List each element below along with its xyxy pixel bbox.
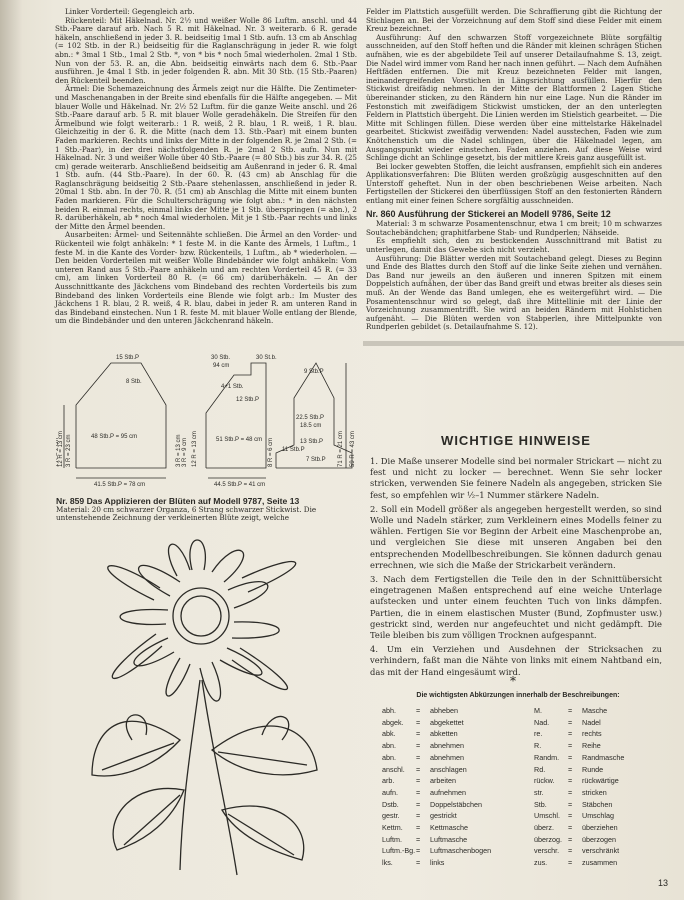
abbr-row: rückw. = rückwärtige	[534, 776, 619, 786]
embroidery-intro: Felder im Plattstich ausgefüllt werden. Die Schraffierung gibt die Richtung der Stichlagen an. Bei der Vorzeichnung auf dem Stoff sind diese Felder mit einem Kreuz bezeichnet.	[366, 7, 662, 34]
scheme-label-12: 18.5 cm	[300, 423, 322, 429]
instructions-left-vorderteil: Linker Vorderteil: Gegengleich arb.	[65, 7, 195, 16]
instructions-ausarbeiten: Ausarbeiten: Ärmel- und Seitennähte schließen. Die Ärmel an den Vorder- und Rückenteil wie folgt anhäkeln: * 1 feste M. in die Kante des Ärmels, 1 Luftm., 1 feste M. in die Kante des Vorder- bzw. Rückenteils, 1 Luftm., ab * wiederholen. — Den beiden Vorderteilen mit weißer Wolle Bindebänder wie folgt anhäkeln: Vom unteren Rand aus 5 Stb.-Paare anhäkeln und am rechten Vorderteil 45 R. (= 33 cm), am linken Vorderteil 80 R. (= 66 cm) darüberhäkeln. — An der Ausschnittkante des Jäckchens vom Bindeband des rechten Vorderteils bis zum Bindeband des linken Vorderteils eine Blende wie folgt arb.: Im Muster des Jäckchens 1 R. blau, 2 R. weiß, 4 R. blau, dabei in jeder R. am unteren Rand in das Bindeband einstechen. Nun 1 R. feste M. mit blauer Wolle entlang der Blende, um die Bindebänder und den unteren Jäckchenrand häkeln.	[55, 230, 357, 326]
right-column-text	[366, 8, 662, 332]
scheme-vertical-label-5: 71 R = 21 cm	[338, 431, 344, 467]
instructions-aermel: Ärmel: Die Schemazeichnung des Ärmels zeigt nur die Hälfte. Die Zentimeter- und Maschenangaben in der Breite sind ebenfalls für die Hälfte angegeben. — Mit blauer Wolle und Häkelnad. Nr. 2½ 52 Luftm. für die ganze Weite anschl. und 26 Stb.-Paare darauf arb. 5 R. mit blauer Wolle geradehäkeln. Die Streifen für den Ärmelbund wie folgt weiterarb.: 1 R. weiß, 2 R. blau, 1 R. weiß, 1 R. blau. Gleichzeitig in der 6. R. die Mitte (nach dem 13. Stb.-Paar) mit einem bunten Faden markieren. Rechts und links der Mitte in der folgenden R. je 2mal 2 Stb. (= 1 Stb.-Paar), in der drei nächstfolgenden R. je 2mal 2 Stb. aufn. Nun mit Häkelnad. Nr. 3 und weißer Wolle über 40 Stb.-Paare (= 80 Stb.) bis zur 34. R. (25 cm) gerade weiterarb. Anschließend beidseitig am Außenrand in jeder 6. R. 4mal 1 Stb. aufn. (44 Stb.-Paare). In der 60. R. (43 cm) ab Anschlag für die Raglanschrägung beidseitig 2 Stb.-Paare stehenlassen, anschließend in jeder R. 20mal 1 Stb. abn. In der 70. R. (51 cm) ab Anschlag die Mitte mit einem bunten Faden markieren. Für die Schulterschrägung wie folgt abn.: * in den nächsten beiden R. einmal rechts, einmal links der Mitte je 1 Stb. überspringen (= abn.), 2 R. darüberhäkeln, ab * noch 4mal wiederholen. Mit je 1 Stb.-Paar rechts und links der Mitte den Ärmel beenden.	[55, 84, 357, 231]
scheme-label-10: 44.5 Stb.P = 41 cm	[214, 482, 266, 488]
scheme-vertical-label-2: 3 R = 13 cm	[176, 434, 182, 467]
hint-item-3: 3. Nach dem Fertigstellen die Teile den in der Schnittübersicht eingetragenen Maßen entsprechend auf eine weiche Unterlage aufstecken und unter einem feuchten Tuch von links dämpfen. Partien, die in einem elastischen Muster (Bund, Zopfmuster usw.) gestrickt sind, werden nur angefeuchtet und nicht gedämpft. Die Teile bleiben bis zum völligen Trocknen aufgespannt.	[370, 574, 662, 641]
abbr-row: abk. = abketten	[382, 729, 458, 739]
figure-859-title: Nr. 859 Das Applizieren der Blüten auf Modell 9787, Seite 13	[56, 496, 300, 506]
page-number: 13	[657, 878, 668, 888]
scheme-vertical-label-0: 12 R = 13 cm	[58, 431, 64, 467]
abbr-row: re. = rechts	[534, 729, 602, 739]
hint-item-2: 2. Soll ein Modell größer als angegeben hergestellt werden, so sind Wolle und Nadeln stärker, zum Verkleinern eines Modells feiner zu wählen. Fertigen Sie vor Beginn der Arbeit eine Maschenprobe an, und vergleichen Sie diese mit unseren Angaben bei den entsprechenden Modellbeschreibungen. Sie können dadurch genau errechnen, wie sich die Maße der Strickarbeit verändern.	[370, 503, 662, 570]
flower-embroidery-drawing	[62, 530, 350, 882]
scheme-vertical-label-4: 8 R = 6 cm	[268, 437, 274, 467]
pattern-schemes	[56, 343, 360, 491]
abbr-row: überz. = überziehen	[534, 823, 618, 833]
abbr-row: Luftm.-Bg. = Luftmaschenbogen	[382, 846, 492, 856]
pattern-schemes-drawing	[56, 343, 360, 491]
abbr-row: abh. = abheben	[382, 706, 458, 715]
scheme-label-16: 7 Stb.P	[306, 457, 326, 463]
abbr-row: arb. = arbeiten	[382, 776, 456, 786]
abbr-row: lks. = links	[382, 858, 445, 868]
nr860-material: Material: 3 m schwarze Posamentenschnur, etwa 1 cm breit; 10 m schwarzes Soutachebändchen; graphitfarbene Stab- und Rundperlen; Nähseide.	[366, 219, 662, 237]
abbr-row: anschl. = anschlagen	[382, 764, 467, 774]
abbr-row: abn. = abnehmen	[382, 752, 464, 762]
abbr-row: zus. = zusammen	[534, 858, 618, 868]
abbreviations-right-list	[534, 705, 664, 869]
scheme-label-4: 30 Stb.	[211, 355, 231, 361]
scheme-label-1: 8 Stb.	[126, 379, 142, 385]
nr860-title: Nr. 860 Ausführung der Stickerei an Modell 9786, Seite 12	[366, 208, 611, 219]
abbr-row: Kettm. = Kettmasche	[382, 823, 468, 833]
abbr-row: M. = Masche	[534, 706, 608, 715]
embroidery-alternative: Bei locker gewebten Stoffen, die leicht ausfransen, empfiehlt sich ein anderes Applikationsverfahren: Die Blüten werden großzügig ausgeschnitten auf den Unterstoff geheftet. Nun in der oben beschriebenen Weise arbeiten. Nach Fertigstellen der Stickerei den überflüssigen Stoff an den festonierten Rändern entlang mit einer feinen Schere sorgfältig ausschneiden.	[366, 161, 662, 206]
scheme-label-11: 22.5 Stb.P	[296, 415, 325, 421]
abbreviations-table	[372, 692, 664, 880]
scheme-label-3: 41.5 Stb.P = 78 cm	[94, 482, 146, 488]
hint-item-1: 1. Die Maße unserer Modelle sind bei normaler Strickart — nicht zu fest und nicht zu locker — berechnet. Wenn Sie sehr locker stricken, verwenden Sie feinere Nadeln als angegeben, stricken Sie fest, so empfehlen wir ½–1 Nummer stärkere Nadeln.	[370, 456, 662, 500]
scheme-label-13: 13 Stb.P	[300, 439, 324, 445]
scheme-vertical-label-3: 12 R = 13 cm	[192, 431, 198, 467]
scheme-label-8: 12 Stb.P	[236, 397, 260, 403]
abbr-row: Luftm. = Luftmasche	[382, 834, 468, 844]
abbr-row: Dstb. = Doppelstäbchen	[382, 799, 482, 809]
scheme-label-2: 48 Stb.P = 95 cm	[91, 434, 138, 440]
abbr-row: abgek. = abgekettet	[382, 717, 464, 727]
abbr-row: abn. = abnehmen	[382, 741, 464, 751]
scheme-vertical-label-7: cm	[56, 437, 60, 446]
abbreviations-left-list	[382, 705, 512, 869]
abbr-row: Umschl. = Umschlag	[534, 811, 614, 821]
figure-859-heading	[56, 496, 358, 523]
hints-title: WICHTIGE HINWEISE	[441, 433, 591, 448]
abbr-row: überzog. = überzogen	[534, 834, 616, 844]
embroidery-ausfuehrung: Ausführung: Auf den schwarzen Stoff vorgezeichnete Blüte sorgfältig ausschneiden, auf den Stoff heften und die Ränder mit kleinen schrägen Stichen aufnähen, wie es der abgebildete Teil auf unserer Detailaufnahme S. 13, zeigt. Die Nadel wird immer vom Rand her nach innen geführt. — Nach dem Aufnähen Heftfäden entfernen. Die mit Kreuz bezeichneten Felder mit langen, ineinandergreifenden Vorstichen in Längsrichtung ausfüllen. Hierfür den Stickwist dreifädig nehmen. In der Mitte der Blattformen 2 Lagen Stiche übereinander sticken, zu den Rändern hin nur eine Lage. Nun die Ränder im Festonstich mit zweifädigem Stickwist umsticken, der an den unterlegten Feldern in Plattstich übergeht. Die Linien werden im Stielstich gearbeitet. — Die Mitte mit Schlingen füllen. Diese werden über eine mittelstarke Häkelnadel gearbeitet. Stickwist zweifädig verwenden: Nadel ausstechen, Faden wie zum Knötchenstich um die Nadel schlingen, über die Häkelnadel legen, am Ausgangspunkt wieder einstechen. Faden anziehen. Auf diese Weise wird Schlinge dicht an Schlinge gesetzt, bis der mittlere Kreis ganz ausgefüllt ist.	[366, 32, 662, 163]
scheme-label-14: 9 Stb.P	[304, 369, 324, 375]
flower-illustration	[62, 530, 350, 882]
scheme-label-6: 30 St.b.	[256, 355, 277, 361]
abbr-row: verschr. = verschränkt	[534, 846, 620, 856]
abbr-row: Stb. = Stäbchen	[534, 799, 613, 809]
scheme-vertical-label-8: 3 R = 9 cm	[182, 437, 188, 467]
nr860-note: Es empfiehlt sich, den zu bestickenden Ausschnittrand mit Batist zu unterlegen, damit das Gewebe sich nicht verzieht.	[366, 236, 662, 255]
abbreviations-title: Die wichtigsten Abkürzungen innerhalb der Beschreibungen:	[416, 692, 620, 699]
separator-star: *	[510, 674, 516, 688]
abbr-row: gestr. = gestrickt	[382, 811, 457, 821]
scheme-label-7: 4+1 Stb.	[221, 384, 244, 390]
scheme-label-0: 15 Stb.P	[116, 355, 140, 361]
nr860-ausfuehrung: Ausführung: Die Blätter werden mit Soutacheband gelegt. Dieses zu Beginn und Ende des Blattes durch den Stoff auf die linke Seite ziehen und vernähen. Das Band nur jeweils an den äußeren und inneren Spitzen mit einem Doppelstich aufnähen, der über das Band greift und etwas breiter als dieses sein muß. An der Wende das Band umlegen, ehe es weitergeführt wird. — Die Posamentenschnur wird so gelegt, daß ihre Mittellinie mit der Linie der Vorzeichnung zusammentrifft. Sie wird an beiden Rändern mit Hohlstichen aufgenäht. — Die Blüten werden von Stabperlen, ihre Mittelpunkte von Rundperlen gebildet (s. Detailaufnahme S. 12).	[366, 253, 663, 332]
scheme-label-15: 11 Stb.P	[282, 447, 305, 453]
scheme-label-9: 51 Stb.P = 48 cm	[216, 437, 263, 443]
scheme-vertical-label-6: 59 R = 43 cm	[350, 431, 356, 467]
abbr-row: R. = Reihe	[534, 741, 601, 751]
hint-item-4: 4. Um ein Verziehen und Ausdehnen der Stricksachen zu verhindern, faßt man die Nähte von links mit einem Nahtband ein, das mit der Hand eingesäumt wird.	[370, 644, 662, 677]
abbr-row: Nad. = Nadel	[534, 717, 601, 727]
abbr-row: aufn. = aufnehmen	[382, 787, 466, 797]
instructions-rueckenteil: Rückenteil: Mit Häkelnad. Nr. 2½ und weißer Wolle 86 Luftm. anschl. und 44 Stb.-Paare darauf arb. Nach 5 R. mit Häkelnad. Nr. 3 weiterarb. 6 R. gerade häkeln, anschließend in jeder 3. R. beidseitig 1mal 1 Stb. aufn. 13 cm ab Anschlag (= 102 Stb. in der R.) beidseitig für die Raglanschrägung in jeder R. wie folgt abn.: * 3mal 1 Stb., 1mal 2 Stb. *, von * bis * noch 5mal wiederholen. 2mal 1 Stb. Nun von der 53. R. an, die Abn. beidseitig einwärts nach dem 6. Stb.-Paar ausführen. Je 4mal 1 Stb. in jeder folgenden R. abn. Mit 30 Stb. (15 Stb.-Paaren) den Rückenteil beenden.	[55, 15, 357, 85]
abbr-row: Randm. = Randmasche	[534, 752, 625, 762]
scheme-vertical-label-1: 3 R = 23 cm	[66, 434, 72, 467]
left-column-text	[55, 8, 357, 326]
divider-band	[363, 341, 684, 346]
scheme-label-5: 94 cm	[213, 363, 230, 369]
figure-859-text: Material: 20 cm schwarzer Organza, 6 Strang schwarzer Stickwist. Die untenstehende Zeichnung der verkleinerten Blüte zeigt, welche	[56, 505, 317, 523]
abbr-row: Rd. = Runde	[534, 764, 604, 774]
hints-list	[370, 456, 662, 681]
abbr-row: str. = stricken	[534, 787, 607, 797]
page-binding-edge	[0, 0, 22, 900]
